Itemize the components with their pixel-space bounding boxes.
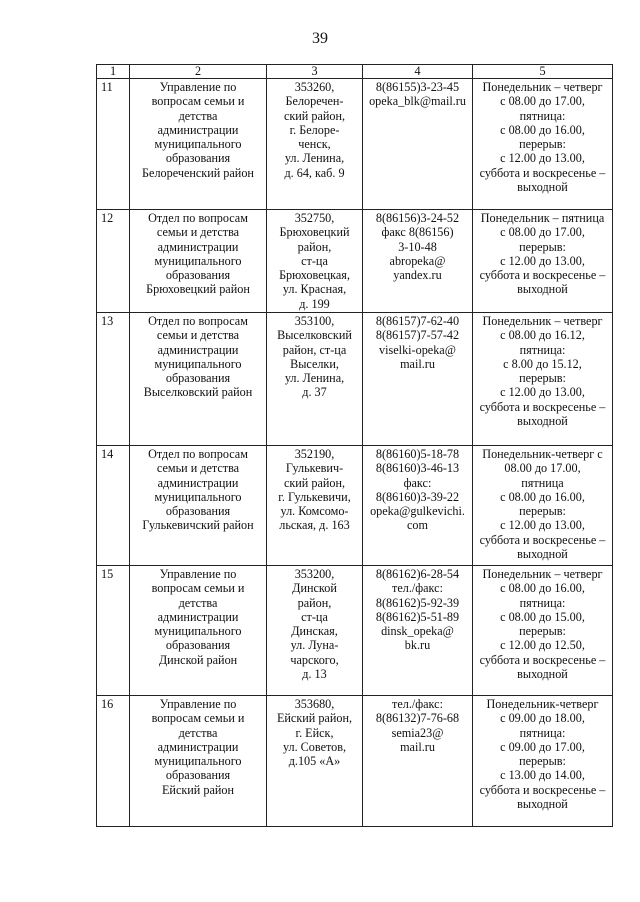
column-header: 5 [473, 65, 613, 79]
row-number: 11 [97, 79, 130, 210]
organization-contacts: тел./факс: 8(86132)7-76-68 semia23@ mail.ru [363, 696, 473, 827]
organization-name: Отдел по вопросам семьи и детства администрации муниципального образования Гулькевичский район [130, 446, 267, 566]
organization-schedule: Понедельник-четверг с 09.00 до 18.00, пятница: с 09.00 до 17.00, перерыв: с 13.00 до 14.00, суббота и воскресенье – выходной [473, 696, 613, 827]
organization-address: 352750, Брюховецкий район, ст-ца Брюховецкая, ул. Красная, д. 199 [267, 210, 363, 313]
organization-address: 353200, Динской район, ст-ца Динская, ул. Луна- чарского, д. 13 [267, 566, 363, 696]
organization-name: Управление по вопросам семьи и детства администрации муниципального образования Ейский район [130, 696, 267, 827]
organization-schedule: Понедельник – четверг с 08.00 до 16.12, пятница: с 8.00 до 15.12, перерыв: с 12.00 до 13.00, суббота и воскресенье – выходной [473, 313, 613, 446]
organization-schedule: Понедельник – пятница с 08.00 до 17.00, перерыв: с 12.00 до 13.00, суббота и воскресенье – выходной [473, 210, 613, 313]
organization-contacts: 8(86156)3-24-52 факс 8(86156) 3-10-48 abropeka@ yandex.ru [363, 210, 473, 313]
table-row [97, 566, 613, 696]
organization-contacts: 8(86155)3-23-45 opeka_blk@mail.ru [363, 79, 473, 210]
organization-address: 353260, Белоречен- ский район, г. Белоре- ченск, ул. Ленина, д. 64, каб. 9 [267, 79, 363, 210]
table-row [97, 313, 613, 446]
column-header: 1 [97, 65, 130, 79]
row-number: 16 [97, 696, 130, 827]
row-number: 14 [97, 446, 130, 566]
organization-address: 353100, Выселковский район, ст-ца Выселки, ул. Ленина, д. 37 [267, 313, 363, 446]
organization-contacts: 8(86160)5-18-78 8(86160)3-46-13 факс: 8(86160)3-39-22 opeka@gulkevichi. com [363, 446, 473, 566]
organizations-table [96, 64, 613, 827]
organization-address: 352190, Гулькевич- ский район, г. Гулькевичи, ул. Комсомо- льская, д. 163 [267, 446, 363, 566]
organization-contacts: 8(86162)6-28-54 тел./факс: 8(86162)5-92-39 8(86162)5-51-89 dinsk_opeka@ bk.ru [363, 566, 473, 696]
column-header: 3 [267, 65, 363, 79]
organization-name: Отдел по вопросам семьи и детства администрации муниципального образования Брюховецкий район [130, 210, 267, 313]
table-row [97, 210, 613, 313]
row-number: 15 [97, 566, 130, 696]
organization-schedule: Понедельник – четверг с 08.00 до 16.00, пятница: с 08.00 до 15.00, перерыв: с 12.00 до 12.50, суббота и воскресенье – выходной [473, 566, 613, 696]
table-header-row [97, 65, 613, 79]
organization-contacts: 8(86157)7-62-40 8(86157)7-57-42 viselki-opeka@ mail.ru [363, 313, 473, 446]
organization-name: Управление по вопросам семьи и детства администрации муниципального образования Динской район [130, 566, 267, 696]
organization-address: 353680, Ейский район, г. Ейск, ул. Советов, д.105 «А» [267, 696, 363, 827]
row-number: 12 [97, 210, 130, 313]
table-row [97, 446, 613, 566]
table-row [97, 79, 613, 210]
organization-name: Управление по вопросам семьи и детства администрации муниципального образования Белореченский район [130, 79, 267, 210]
page-number: 39 [312, 30, 328, 47]
row-number: 13 [97, 313, 130, 446]
column-header: 2 [130, 65, 267, 79]
organization-schedule: Понедельник-четверг с 08.00 до 17.00, пятница с 08.00 до 16.00, перерыв: с 12.00 до 13.00, суббота и воскресенье – выходной [473, 446, 613, 566]
organization-schedule: Понедельник – четверг с 08.00 до 17.00, пятница: с 08.00 до 16.00, перерыв: с 12.00 до 13.00, суббота и воскресенье – выходной [473, 79, 613, 210]
table-row [97, 696, 613, 827]
column-header: 4 [363, 65, 473, 79]
organization-name: Отдел по вопросам семьи и детства администрации муниципального образования Выселковский район [130, 313, 267, 446]
